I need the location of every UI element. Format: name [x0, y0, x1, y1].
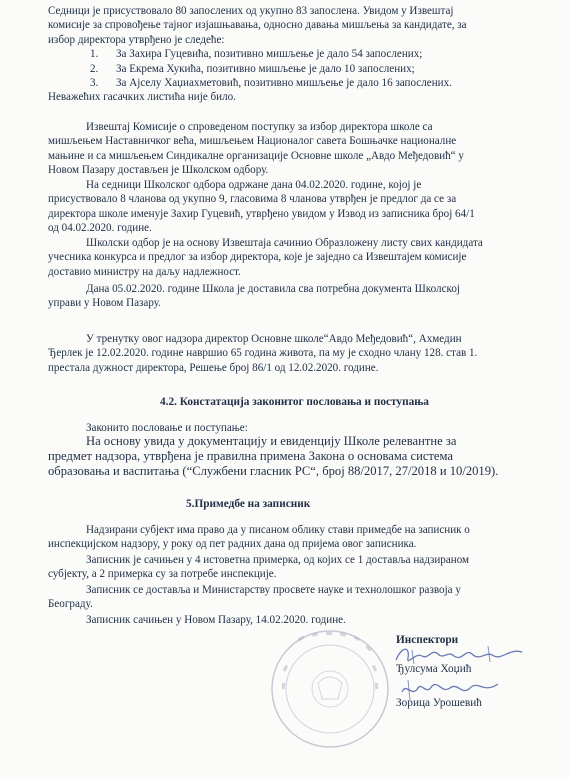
lawful-statement: На основу увида у документацију и евиденцију Школе релевантне за предмет надзора, утврђена је правилна примена Закона о основама система образовања и васпитања (“Службени гласник РС“, број 88/2017, 27/2018 и 10/2019).: [48, 434, 499, 478]
documents-paragraph: Дана 05.02.2020. године Школа је доставила сва потребна документа Школској управи у Новом Пазару.: [48, 283, 460, 310]
inspector-2-name: Зорица Урошевић: [396, 697, 482, 709]
inspector-1-name: Ђулсума Хоџић: [396, 663, 472, 675]
list-item: 2. За Екрема Хукића, позитивно мишљење је дало 10 запослених;: [90, 62, 415, 75]
invalid-ballots-line: Неважећих гасачких листића није било.: [48, 91, 236, 104]
remarks-paragraph-2: Записник је сачињен у 4 истоветна примерка, од којих се 1 доставља надзираном субјекту, а 2 примерка су за потребе инспекције.: [48, 554, 470, 581]
section-5-title: 5.Примедбе на записник: [186, 498, 311, 510]
remarks-paragraph-1: Надзирани субјект има право да у писаном облику стави примедбе на записник о инспекцијском надзору, у року од пет радних дана од пријема овог записника.: [48, 524, 470, 551]
session-paragraph: На седници Школског одбора одржане дана 04.02.2020. године, којој је присуствовало 8 чланова од укупно 9, гласовима 8 чланова утврђен је предлог да се за директора школе именује Захир Гуцевић, утврђено увидом у Извод из записника број 64/1 од 04.02.2020. године.: [48, 179, 475, 235]
intro-line-1: Седници је присуствовало 80 запослених од укупно 83 запослена. Увидом у Извештај: [48, 5, 454, 17]
inspectors-title: Инспектори: [396, 634, 459, 646]
intro-line-2: комисије за спровођење тајног изјашњавања, односно давања мишљења за кандидате, за: [48, 19, 467, 32]
director-paragraph: У тренутку овог надзора директор Основне школе“Авдо Међедовић“, Ахмедин Ђерлек је 12.02.2020. године навршио 65 година живота, па му је сходно члану 128. став 1. престала дужност директора, Решење број 86/1 од 12.02.2020. године.: [48, 333, 478, 374]
remarks-paragraph-3: Записник се доставља и Министарству просвете науке и технолошког развоја у Београду.: [48, 584, 461, 611]
intro-block: [48, 4, 528, 105]
report-paragraph: Извештај Комисије о спроведеном поступку за избор директора школе са мишљењем Наставничког већа, мишљењем Националог савета Бошњачке националне мањине и са мишљењем Синдикалне организације Основне школе „Авдо Међедовић“ у Новом Пазару достављен је Школском одбору.: [48, 121, 464, 177]
list-item: 3. За Ајселу Хаџиахметовић, позитивно мишљење је дало 16 запослених.: [90, 77, 452, 90]
intro-line-3: избор директора утврђено је следеће:: [48, 33, 225, 46]
lawful-label: Законито пословање и поступање:: [86, 422, 248, 434]
list-item: 1. За Захира Гуцевића, позитивно мишљење је дало 54 запослених;: [90, 48, 423, 61]
board-paragraph: Школски одбор је на основу Извештаја сачинио Образложену листу свих кандидата учесника конкурса и предлог за избор директора, које је заједно са Извештајем комисије доставио министру на даљу надлежност.: [48, 237, 483, 278]
remarks-paragraph-4: Записник сачињен у Новом Пазару, 14.02.2020. године.: [86, 614, 346, 626]
section-4-2-title: 4.2. Констатација законитог пословања и поступања: [160, 396, 429, 408]
official-stamp-icon: [268, 627, 392, 751]
